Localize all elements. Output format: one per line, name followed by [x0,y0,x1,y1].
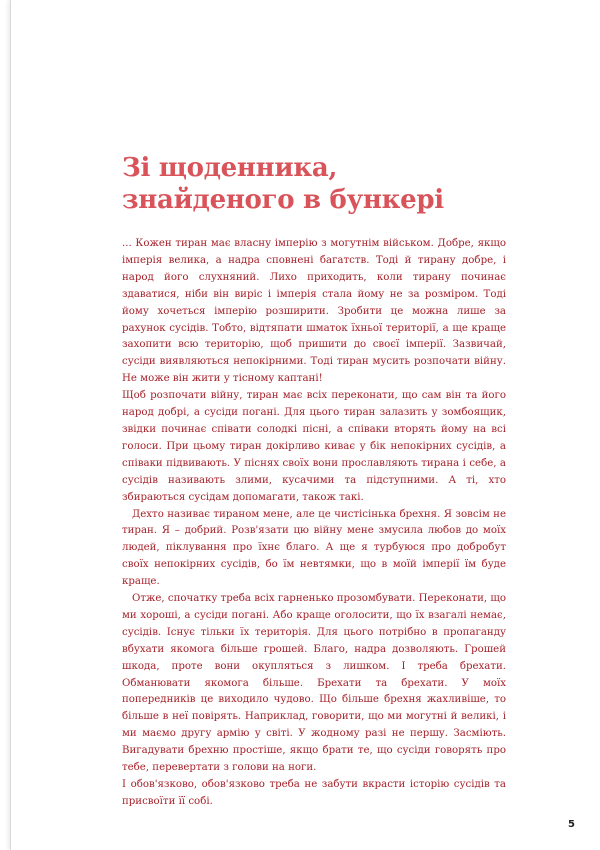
page-title [122,152,444,216]
book-page [10,0,600,850]
paragraph-2: Щоб розпочати війну, тиран має всіх переконати, що сам він та його народ добрі, а сусіди погані. Для цього тиран залазить у зомбоящик, звідки починає співати солодкі пісні, а співаки вторять йому на всі голоси. При цьому тиран докірливо киває у бік непокірних сусідів, а співаки підвивають. У піснях своїх вони прославляють тирана і себе, а сусідів називають злими, кусачими та підступними. А ті, хто збираються сусідам допомагати, також такі. [122,390,506,503]
title-line-2: знайденого в бункері [122,185,444,215]
title-line-1: Зі щоденника, [122,153,338,183]
paragraph-3: Дехто називає тираном мене, але це чистісінька брехня. Я зовсім не тиран. Я – добрий. Розв'язати цю війну мене змусила любов до моїх людей, піклування про їхнє благо. А ще я турбуюся про добробут своїх непокірних сусідів, бо їм невтямки, що в моїй імперії їм буде краще. [122,508,506,588]
paragraph-5: І обов'язково, обов'язково треба не забути вкрасти історію сусідів та присвоїти її собі. [122,779,506,807]
page-number: 5 [568,819,575,830]
paragraph-1: ... Кожен тиран має власну імперію з могутнім військом. Добре, якщо імперія велика, а надра сповнені багатств. Тоді й тирану добре, і народ його слухняний. Лихо приходить, коли тирану починає здаватися, ніби він виріс і імперія стала йому не за розміром. Тоді йому хочеться імперію розширити. Зробити це можна лише за рахунок сусідів. Тобто, відтяпати шматок їхньої території, а ще краще захопити всю територію, щоб пришити до своєї імперії. Зазвичай, сусіди виявляються непокірними. Тоді тиран мусить розпочати війну. Не може він жити у тісному каптані! [122,238,506,385]
body-text [122,236,506,811]
paragraph-4: Отже, спочатку треба всіх гарненько прозомбувати. Переконати, що ми хороші, а сусіди погані. Або краще оголосити, що їх взагалі немає, сусідів. Існує тільки їх територія. Для цього потрібно в пропаганду вбухати якомога більше грошей. Благо, надра дозволяють. Грошей шкода, проте вони окупляться з лишком. І треба брехати. Обманювати якомога більше. Брехати та брехати. У моїх попередників це виходило чудово. Що більше брехня жахливіше, то більше в неї повірять. Наприклад, говорити, що ми могутні й великі, і ми маємо другу армію у світі. У жодному разі не першу. Засміють. Вигадувати брехню простіше, якщо брати те, що сусіди говорять про тебе, перевертати з голови на ноги. [122,593,506,774]
